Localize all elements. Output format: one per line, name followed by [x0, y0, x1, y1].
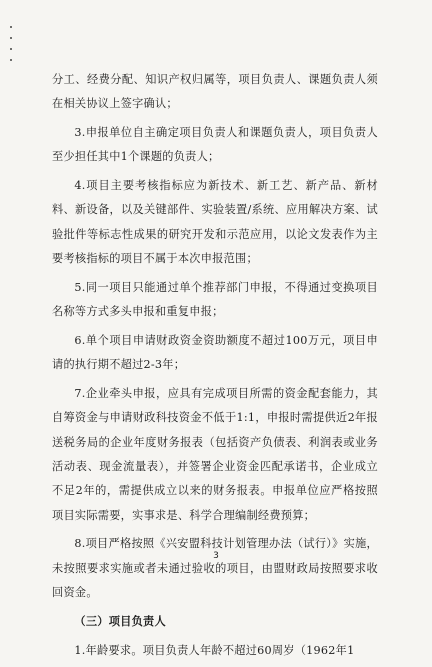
margin-dot	[10, 37, 12, 39]
section-heading: （三）项目负责人	[74, 614, 166, 628]
paragraph-item-4: 4.项目主要考核指标应为新技术、新工艺、新产品、新材料、新设备，以及关键部件、实验装置/系统、应用解决方案、试验批件等标志性成果的研究开发和示范应用，以论文发表作为主要考核指标的项目不属于本次申报范围；	[52, 179, 378, 266]
document-body	[52, 68, 378, 667]
margin-dot	[10, 26, 12, 28]
page-number: 3	[213, 551, 219, 561]
margin-dot	[10, 48, 12, 50]
paragraph-item-7: 7.企业牵头申报，应具有完成项目所需的资金配套能力，其自筹资金与申请财政科技资金不低于1:1，申报时需提供近2年报送税务局的企业年度财务报表（包括资产负债表、利润表或业务活动表、现金流量表），并签署企业资金匹配承诺书，企业成立不足2年的，需提供成立以来的财务报表。申报单位应严格按照项目实际需要，实事求是、科学合理编制经费预算；	[52, 387, 378, 522]
margin-dot	[10, 59, 12, 61]
paragraph-item-3: 3.申报单位自主确定项目负责人和课题负责人，项目负责人至少担任其中1个课题的负责人；	[52, 126, 378, 164]
paragraph-item-8: 8.项目严格按照《兴安盟科技计划管理办法（试行）》实施，未按照要求实施或者未通过验收的项目，由盟财政局按照要求收回资金。	[52, 537, 378, 599]
paragraph-item-5: 5.同一项目只能通过单个推荐部门申报，不得通过变换项目名称等方式多头申报和重复申报；	[52, 280, 378, 319]
binding-hole-marks	[10, 26, 14, 70]
paragraph-age-requirement: 1.年龄要求。项目负责人年龄不超过60周岁（1962年1	[74, 643, 355, 657]
paragraph-item-6: 6.单个项目申请财政资金资助额度不超过100万元，项目申请的执行期不超过2-3年；	[52, 333, 378, 372]
paragraph-continuation: 分工、经费分配、知识产权归属等，项目负责人、课题负责人须在相关协议上签字确认；	[52, 73, 378, 111]
